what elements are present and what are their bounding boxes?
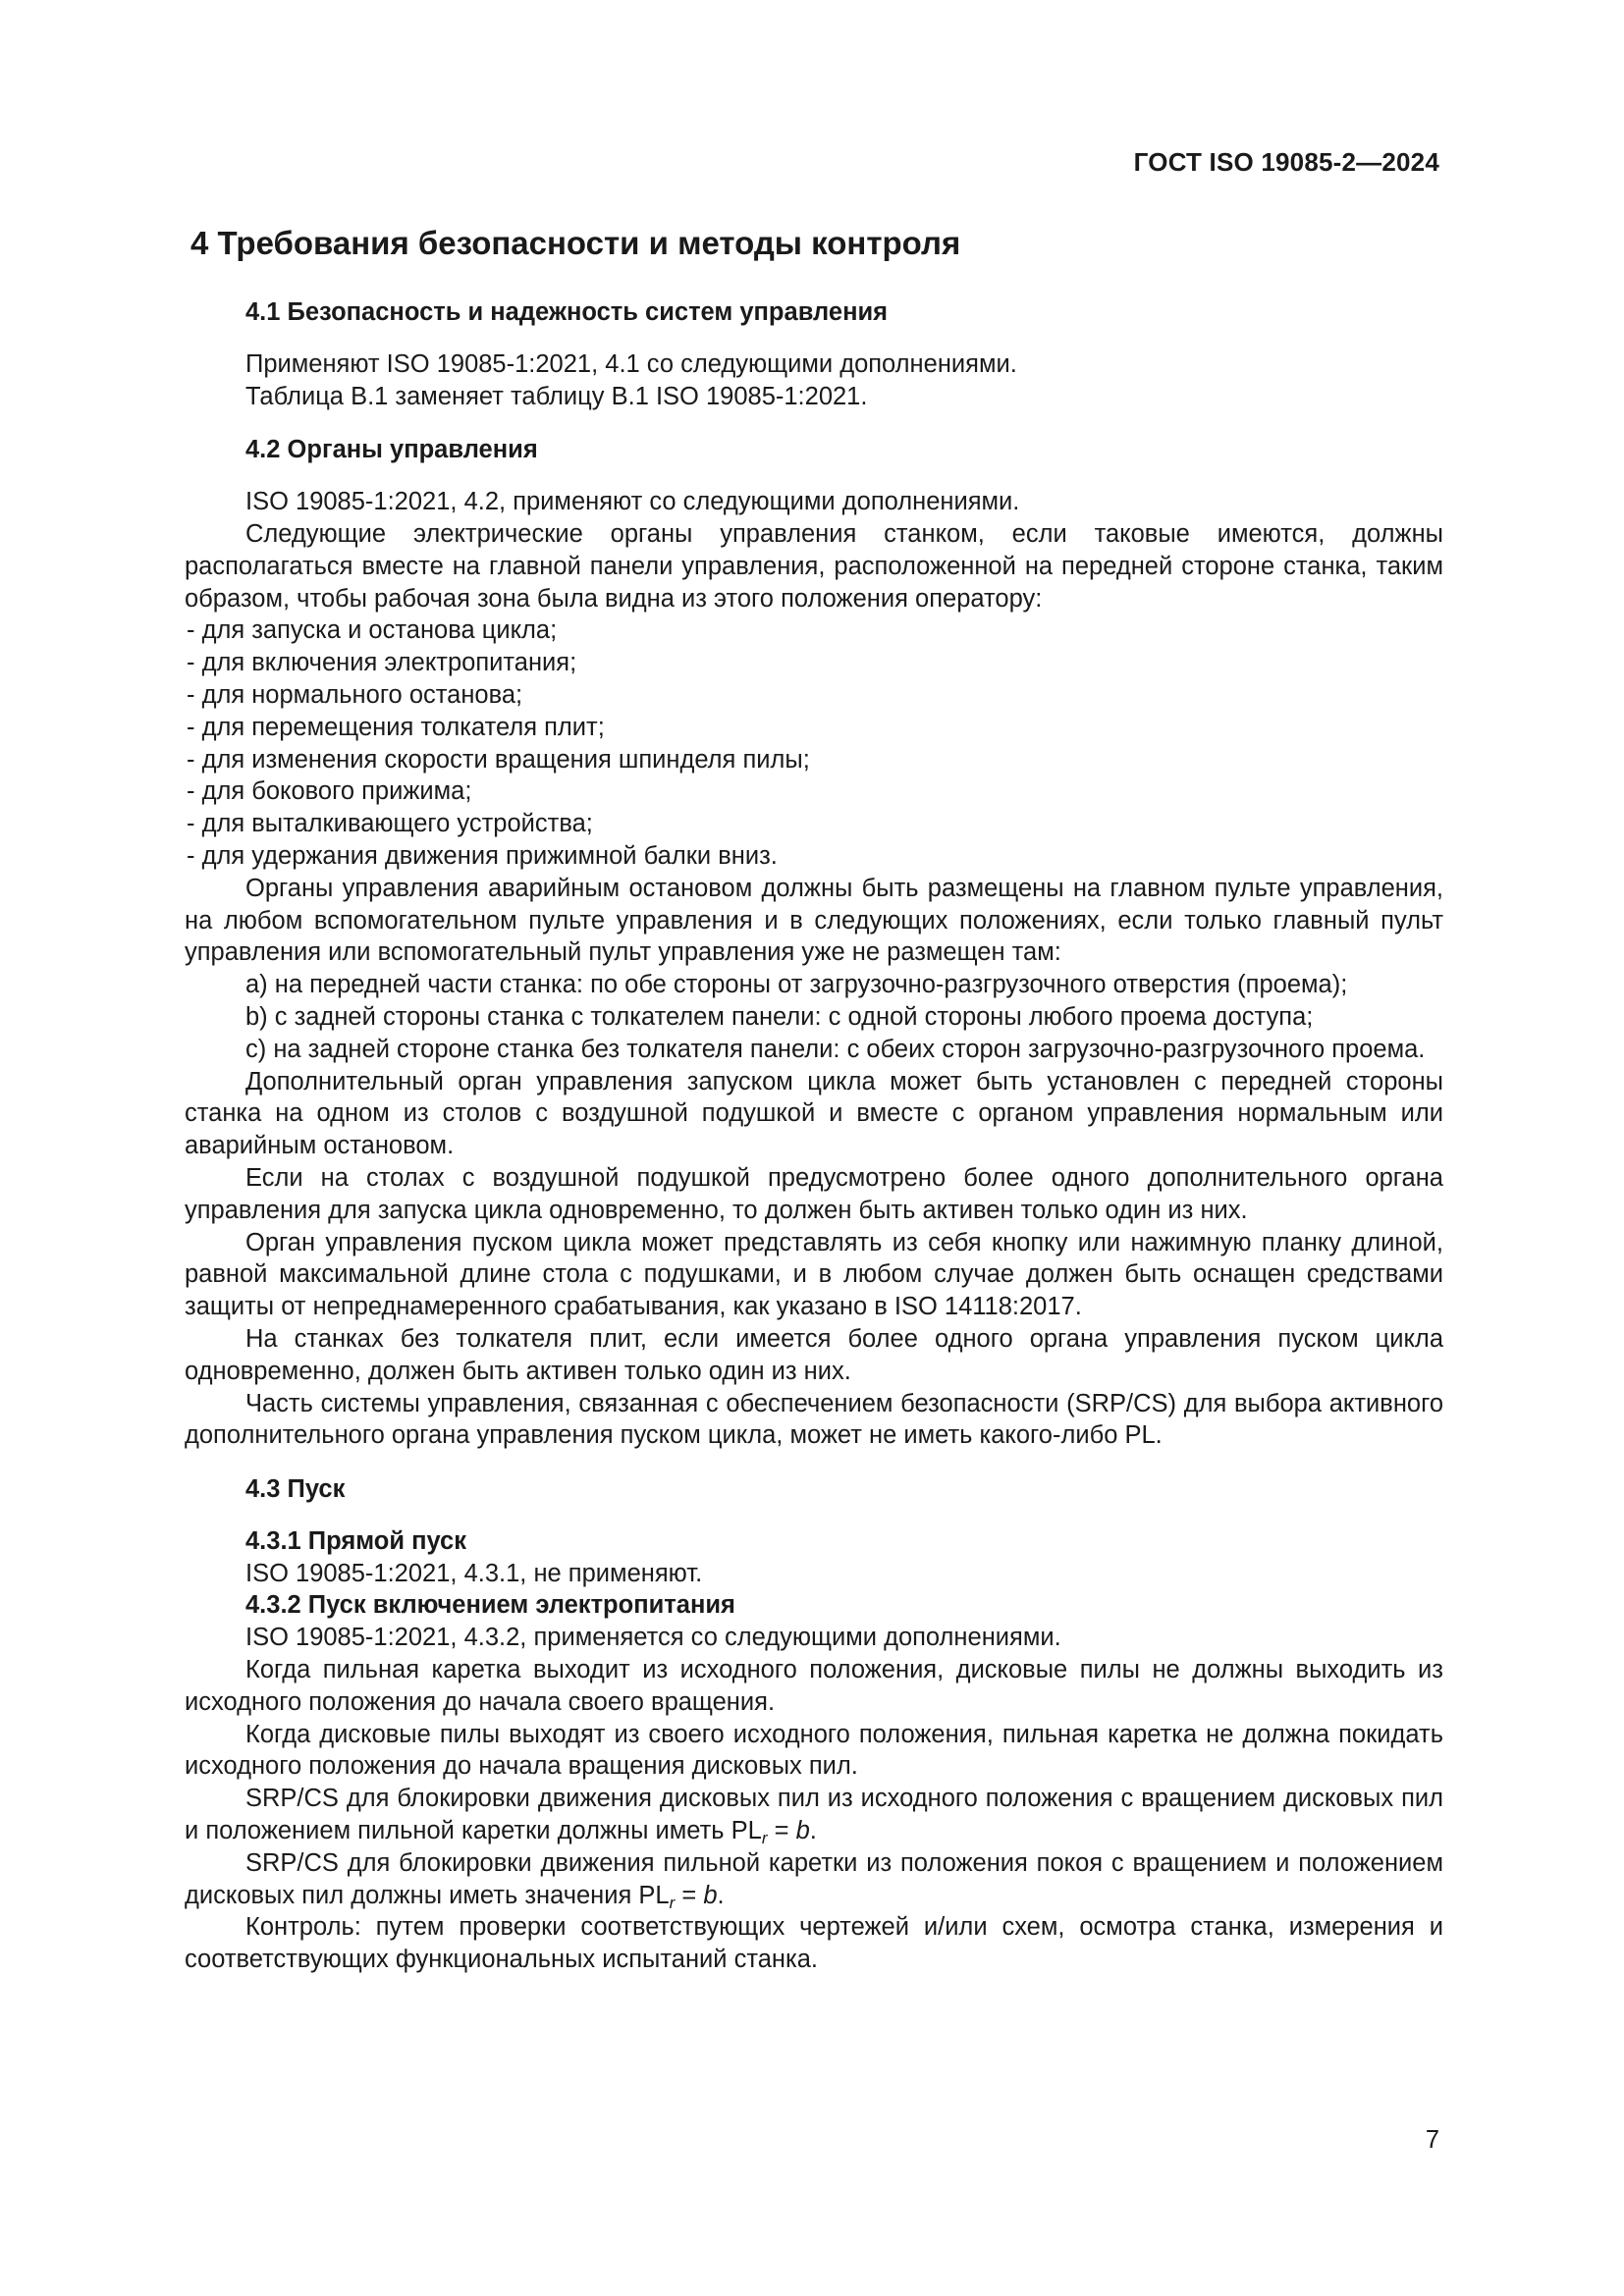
- subscript: r: [761, 1829, 768, 1848]
- paragraph: Органы управления аварийным остановом должны быть размещены на главном пульте управления, на любом вспомогательном пульте управления и в следующих положениях, если только главный пульт управления или вспомогательный пульт управления уже не размещен там:: [185, 874, 1443, 967]
- paragraph: Если на столах с воздушной подушкой предусмотрено более одного дополнительного органа управления для запуска цикла одновременно, то должен быть активен только один из них.: [185, 1163, 1443, 1224]
- paragraph: ISO 19085-1:2021, 4.3.2, применяется со следующими дополнениями.: [245, 1624, 1061, 1652]
- equals-sign: =: [767, 1817, 796, 1845]
- list-item: - для включения электропитания;: [187, 649, 577, 677]
- section-4-1-heading: 4.1 Безопасность и надежность систем управления: [245, 298, 889, 326]
- paragraph-plr-2: [185, 1847, 1443, 1912]
- list-item-b: b) с задней стороны станка с толкателем панели: с одной стороны любого проема доступа;: [245, 1002, 1314, 1031]
- paragraph: ISO 19085-1:2021, 4.2, применяют со следующими дополнениями.: [245, 488, 1020, 516]
- paragraph: Таблица В.1 заменяет таблицу В.1 ISO 19085-1:2021.: [245, 382, 868, 410]
- paragraph: Часть системы управления, связанная с обеспечением безопасности (SRP/CS) для выбора активного дополнительного органа управления пуском цикла, может не иметь какого-либо PL.: [185, 1389, 1443, 1450]
- paragraph: Орган управления пуском цикла может представлять из себя кнопку или нажимную планку длиной, равной максимальной длине стола с подушками, и в любом случае должен быть оснащен средствами защиты от непреднамеренного срабатывания, как указано в ISO 14118:2017.: [185, 1228, 1443, 1321]
- paragraph-text: SRP/CS для блокировки движения пильной каретки из положения покоя с вращением и положением дисковых пил должны иметь значения PL: [185, 1848, 1443, 1909]
- paragraph: Когда дисковые пилы выходят из своего исходного положения, пильная каретка не должна покидать исходного положения до начала вращения дисковых пил.: [185, 1720, 1443, 1781]
- paragraph: Применяют ISO 19085-1:2021, 4.1 со следующими дополнениями.: [245, 349, 1017, 378]
- page-body: [185, 224, 1443, 1976]
- list-item: - для нормального останова;: [187, 680, 523, 709]
- section-4-3-heading: 4.3 Пуск: [245, 1475, 346, 1504]
- list-item-c: с) на задней стороне станка без толкателя панели: с обеих сторон загрузочно-разгрузочного проема.: [245, 1035, 1426, 1063]
- pl-value: b: [703, 1881, 718, 1909]
- paragraph: Когда пильная каретка выходит из исходного положения, дисковые пилы не должны выходить из исходного положения до начала своего вращения.: [185, 1656, 1443, 1716]
- equals-sign: =: [675, 1881, 704, 1909]
- period: .: [809, 1817, 817, 1845]
- page-number: 7: [1425, 2126, 1439, 2154]
- list-item: - для запуска и останова цикла;: [187, 616, 558, 645]
- paragraph: Дополнительный орган управления запуском цикла может быть установлен с передней стороны станка на одном из столов с воздушной подушкой и вместе с органом управления нормальным или аварийным остановом.: [185, 1067, 1443, 1160]
- list-item: - для перемещения толкателя плит;: [187, 713, 605, 741]
- list-item: - для бокового прижима;: [187, 777, 472, 806]
- pl-value: b: [795, 1817, 810, 1845]
- paragraph: ISO 19085-1:2021, 4.3.1, не применяют.: [245, 1559, 703, 1587]
- period: .: [717, 1881, 725, 1909]
- list-item: - для удержания движения прижимной балки вниз.: [187, 841, 778, 870]
- paragraph-text: SRP/CS для блокировки движения дисковых пил из исходного положения с вращением дисковых пил и положением пильной каретки должны иметь PL: [185, 1785, 1443, 1845]
- section-4-3-2-heading: 4.3.2 Пуск включением электропитания: [245, 1591, 735, 1620]
- section-4-3-1-heading: 4.3.1 Прямой пуск: [245, 1526, 467, 1555]
- list-item: - для изменения скорости вращения шпинделя пилы;: [187, 745, 810, 774]
- paragraph: На станках без толкателя плит, если имеется более одного органа управления пуском цикла одновременно, должен быть активен только один из них.: [185, 1324, 1443, 1385]
- subscript: r: [669, 1893, 676, 1912]
- paragraph: Следующие электрические органы управления станком, если таковые имеются, должны располагаться вместе на главной панели управления, расположенной на передней стороне станка, таким образом, чтобы рабочая зона была видна из этого положения оператору:: [185, 519, 1443, 613]
- standard-designation: ГОСТ ISO 19085-2—2024: [1133, 147, 1439, 177]
- list-item-a: а) на передней части станка: по обе стороны от загрузочно-разгрузочного отверстия (проема);: [245, 971, 1348, 999]
- list-item: - для выталкивающего устройства;: [187, 810, 593, 838]
- section-4-heading: 4 Требования безопасности и методы контроля: [190, 225, 961, 261]
- paragraph-plr-1: [185, 1783, 1443, 1847]
- section-4-2-heading: 4.2 Органы управления: [245, 436, 538, 464]
- paragraph: Контроль: путем проверки соответствующих чертежей и/или схем, осмотра станка, измерения и соответствующих функциональных испытаний станка.: [185, 1913, 1443, 1974]
